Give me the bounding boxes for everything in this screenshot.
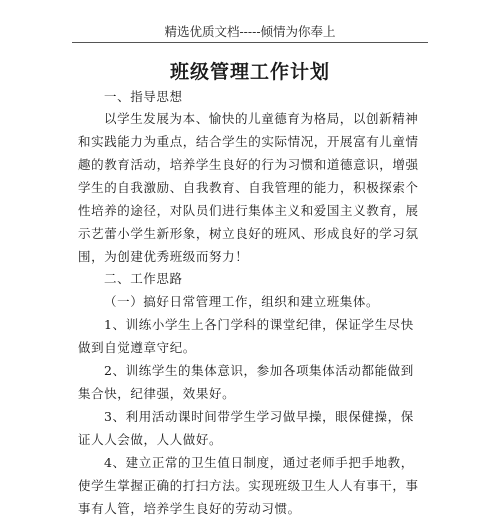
page-header: 精选优质文档-----倾情为你奉上 — [164, 24, 336, 39]
section-heading-work-ideas: 二、工作思路 — [104, 271, 183, 286]
header-divider — [72, 42, 428, 43]
guiding-ideas-paragraph: 以学生发展为本、愉快的儿童德育为格局，以创新精神和实践能力为重点，结合学生的实际情况，开展富有儿童情趣的教育活动，培养学生良好的行为习惯和道德意识，增强学生的自我激励、自我教育、自我管理的能力，积极探索个性培养的途径，对队员们进行集体主义和爱国主义教育，展示艺蕾小学生新形象，树立良好的班风、形成良好的学习氛围，为创建优秀班级而努力！ — [78, 111, 419, 264]
subheading-daily-management: （一）搞好日常管理工作，组织和建立班集体。 — [104, 294, 380, 309]
list-item-2: 2、训练学生的集体意识，参加各项集体活动都能做到集合快，纪律强，效果好。 — [78, 363, 414, 401]
list-item-4: 4、建立正常的卫生值日制度，通过老师手把手地教，使学生掌握正确的打扫方法。实现班级卫生人人有事干，事事有人管，培养学生良好的劳动习惯。 — [78, 455, 419, 516]
list-item-3: 3、利用活动课时间带学生学习做早操，眼保健操，保证人人会做，人人做好。 — [78, 409, 414, 447]
section-heading-guiding-ideas: 一、指导思想 — [104, 89, 183, 104]
list-item-1: 1、训练小学生上各门学科的课堂纪律，保证学生尽快做到自觉遵章守纪。 — [78, 317, 414, 355]
document-title: 班级管理工作计划 — [169, 61, 330, 83]
